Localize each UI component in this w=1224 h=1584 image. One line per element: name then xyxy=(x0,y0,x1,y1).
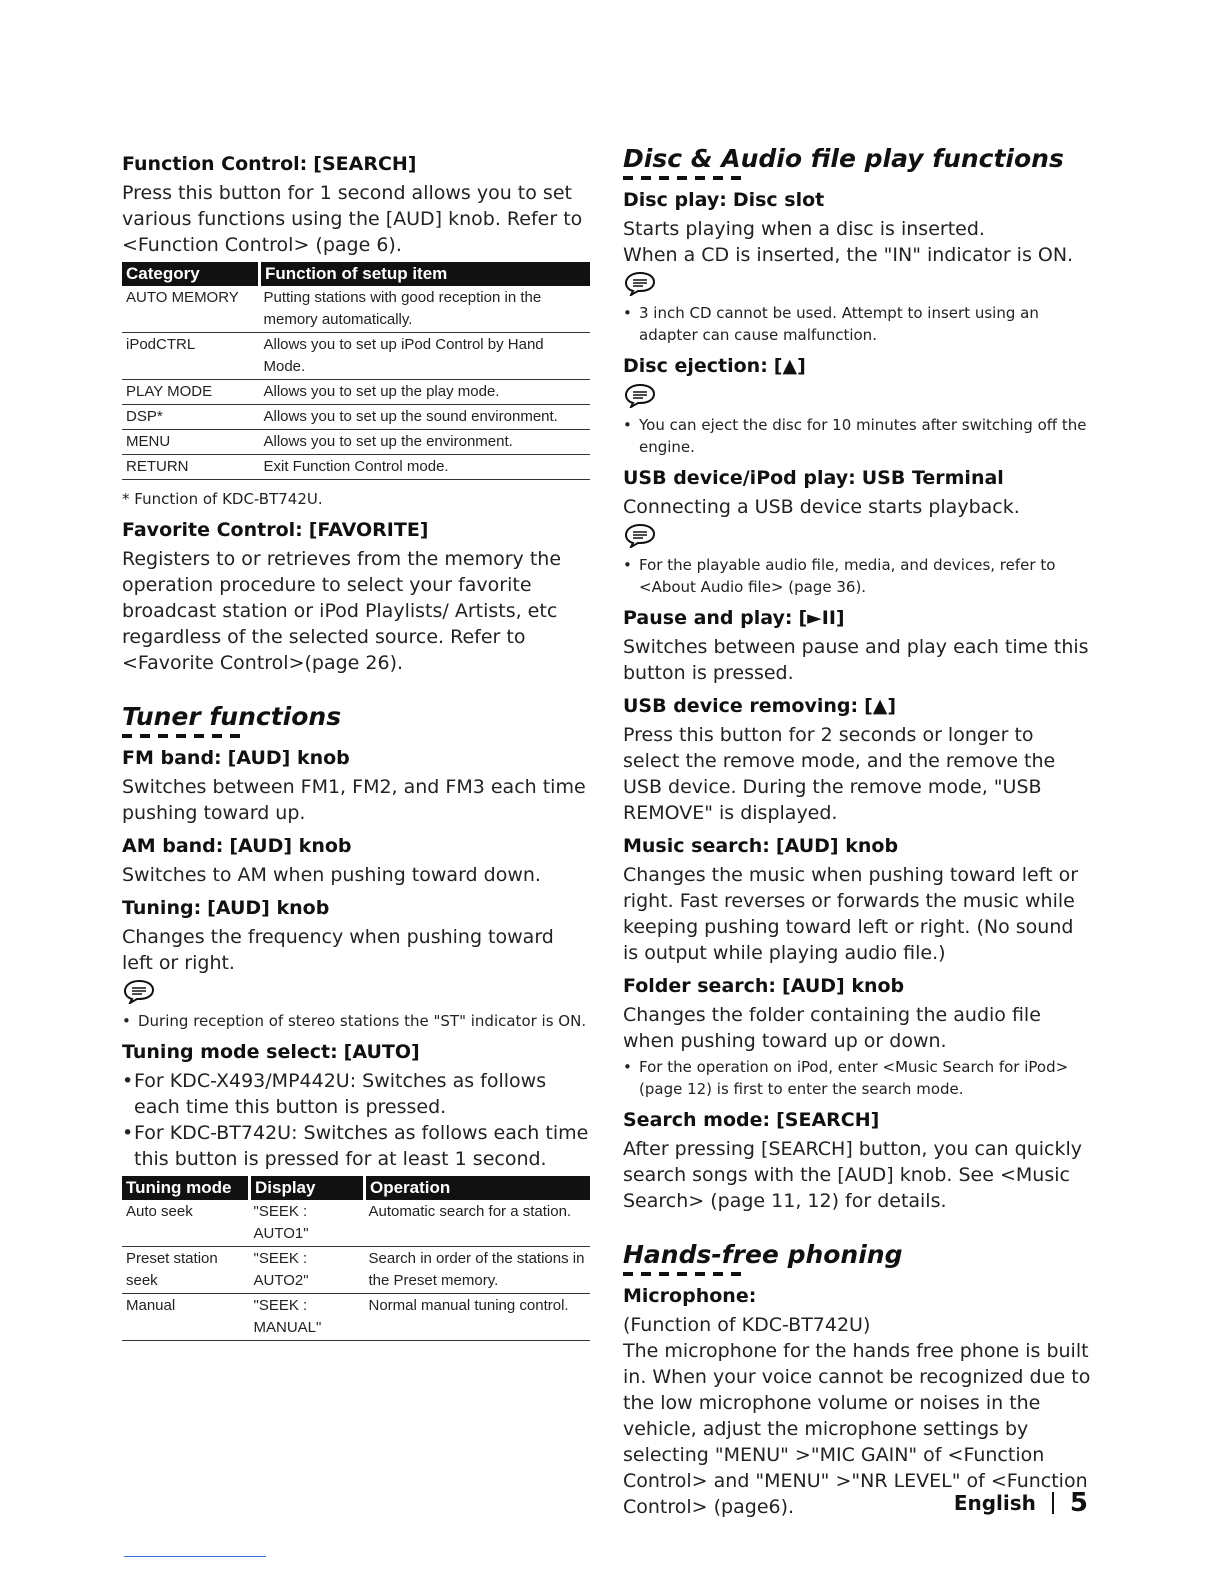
pause-play-body: Switches between pause and play each time this button is pressed. xyxy=(623,636,1089,684)
search-mode-heading: Search mode: [SEARCH] xyxy=(623,1109,880,1131)
table-cell: RETURN xyxy=(122,455,260,480)
left-column xyxy=(122,144,590,1347)
table-header: Tuning mode xyxy=(122,1176,250,1200)
table-header: Display xyxy=(250,1176,365,1200)
fm-band-heading: FM band: [AUD] knob xyxy=(122,747,350,769)
table-cell: Putting stations with good reception in the memory automatically. xyxy=(260,286,591,333)
usb-play-note: • For the playable audio file, media, and devices, refer to <About Audio file> (page 36). xyxy=(623,554,1093,598)
table-cell: Allows you to set up iPod Control by Hand Mode. xyxy=(260,333,591,380)
right-column xyxy=(623,144,1093,1520)
table-row xyxy=(122,333,590,380)
disc-play-note: • 3 inch CD cannot be used. Attempt to insert using an adapter can cause malfunction. xyxy=(623,302,1093,346)
table-row xyxy=(122,455,590,480)
memo-icon xyxy=(122,978,590,1008)
folder-search-note: • For the operation on iPod, enter <Music Search for iPod> (page 12) is first to enter the search mode. xyxy=(623,1056,1093,1100)
function-control-heading: Function Control: [SEARCH] xyxy=(122,153,417,175)
table-cell: "SEEK : AUTO2" xyxy=(250,1247,365,1294)
table-cell: Allows you to set up the sound environment. xyxy=(260,405,591,430)
table-cell: Preset station seek xyxy=(122,1247,250,1294)
table-cell: "SEEK : AUTO1" xyxy=(250,1200,365,1247)
tuning-mode-bullet: • For KDC-BT742U: Switches as follows each time this button is pressed for at least 1 second. xyxy=(122,1120,590,1172)
table-cell: Allows you to set up the environment. xyxy=(260,430,591,455)
table-header: Operation xyxy=(365,1176,591,1200)
usb-play-heading: USB device/iPod play: USB Terminal xyxy=(623,467,1004,489)
disc-play-heading: Disc play: Disc slot xyxy=(623,189,825,211)
usb-play-body: Connecting a USB device starts playback. xyxy=(623,496,1020,518)
footnote: * Function of KDC-BT742U. xyxy=(122,490,323,508)
disc-play-body: Starts playing when a disc is inserted. xyxy=(623,218,985,240)
tuning-mode-table xyxy=(122,1176,590,1341)
table-header: Category xyxy=(122,262,260,286)
microphone-heading: Microphone: xyxy=(623,1285,757,1307)
page-footer xyxy=(954,1488,1088,1518)
table-cell: PLAY MODE xyxy=(122,380,260,405)
disc-play-body: When a CD is inserted, the "IN" indicator is ON. xyxy=(623,244,1074,266)
memo-icon xyxy=(623,382,1093,412)
function-control-body: Press this button for 1 second allows you to set various functions using the [AUD] knob. Refer to <Function Control> (page 6). xyxy=(122,182,583,256)
table-header: Function of setup item xyxy=(260,262,591,286)
am-band-heading: AM band: [AUD] knob xyxy=(122,835,352,857)
microphone-line: (Function of KDC-BT742U) xyxy=(623,1314,871,1336)
table-cell: Automatic search for a station. xyxy=(365,1200,591,1247)
table-cell: "SEEK : MANUAL" xyxy=(250,1294,365,1341)
table-row xyxy=(122,286,590,333)
table-cell: iPodCTRL xyxy=(122,333,260,380)
tuning-heading: Tuning: [AUD] knob xyxy=(122,897,330,919)
page-number: 5 xyxy=(1069,1488,1088,1518)
microphone-body: The microphone for the hands free phone is built in. When your voice cannot be recognized due to the low microphone volume or noises in the vehicle, adjust the microphone settings by selecting "MENU" >"MIC GAIN" of <Function Control> and "MENU" >"NR LEVEL" of <Function Control> (page6). xyxy=(623,1340,1091,1518)
memo-icon xyxy=(623,522,1093,552)
table-cell: Manual xyxy=(122,1294,250,1341)
table-row xyxy=(122,1200,590,1247)
function-setup-table xyxy=(122,262,590,480)
disc-ejection-heading: Disc ejection: [▲] xyxy=(623,355,806,377)
table-cell: MENU xyxy=(122,430,260,455)
table-cell: Auto seek xyxy=(122,1200,250,1247)
footer-divider xyxy=(1052,1492,1054,1514)
folder-search-body: Changes the folder containing the audio file when pushing toward up or down. xyxy=(623,1004,1041,1052)
bottom-rule xyxy=(124,1556,266,1557)
tuning-mode-bullet: • For KDC-X493/MP442U: Switches as follows each time this button is pressed. xyxy=(122,1068,590,1120)
memo-icon xyxy=(623,270,1093,300)
table-row xyxy=(122,405,590,430)
table-cell: Normal manual tuning control. xyxy=(365,1294,591,1341)
disc-section-title: Disc & Audio file play functions xyxy=(623,144,1093,178)
table-cell: AUTO MEMORY xyxy=(122,286,260,333)
am-band-body: Switches to AM when pushing toward down. xyxy=(122,864,541,886)
fm-band-body: Switches between FM1, FM2, and FM3 each time pushing toward up. xyxy=(122,776,586,824)
table-row xyxy=(122,1247,590,1294)
favorite-control-heading: Favorite Control: [FAVORITE] xyxy=(122,519,429,541)
table-cell: Exit Function Control mode. xyxy=(260,455,591,480)
table-row xyxy=(122,380,590,405)
pause-play-heading: Pause and play: [►II] xyxy=(623,607,845,629)
tuning-note: • During reception of stereo stations the "ST" indicator is ON. xyxy=(122,1010,590,1032)
table-cell: Allows you to set up the play mode. xyxy=(260,380,591,405)
table-cell: DSP* xyxy=(122,405,260,430)
language-label: English xyxy=(953,1491,1036,1515)
tuner-section-title: Tuner functions xyxy=(122,702,590,736)
music-search-body: Changes the music when pushing toward left or right. Fast reverses or forwards the music while keeping pushing toward left or right. (No sound is output while playing audio file.) xyxy=(623,864,1079,964)
folder-search-heading: Folder search: [AUD] knob xyxy=(623,975,905,997)
usb-removing-heading: USB device removing: [▲] xyxy=(623,695,897,717)
favorite-control-body: Registers to or retrieves from the memory the operation procedure to select your favorite broadcast station or iPod Playlists/ Artists, etc regardless of the selected source. Refer to <Favorite Control>(page 26). xyxy=(122,548,562,674)
tuning-mode-heading: Tuning mode select: [AUTO] xyxy=(122,1041,420,1063)
disc-ejection-note: • You can eject the disc for 10 minutes after switching off the engine. xyxy=(623,414,1093,458)
handsfree-section-title: Hands-free phoning xyxy=(623,1240,1093,1274)
table-row xyxy=(122,1294,590,1341)
table-cell: Search in order of the stations in the Preset memory. xyxy=(365,1247,591,1294)
table-row xyxy=(122,430,590,455)
search-mode-body: After pressing [SEARCH] button, you can quickly search songs with the [AUD] knob. See <Music Search> (page 11, 12) for details. xyxy=(623,1138,1082,1212)
tuning-body: Changes the frequency when pushing toward left or right. xyxy=(122,926,554,974)
music-search-heading: Music search: [AUD] knob xyxy=(623,835,899,857)
usb-removing-body: Press this button for 2 seconds or longer to select the remove mode, and the remove the USB device. During the remove mode, "USB REMOVE" is displayed. xyxy=(623,724,1056,824)
